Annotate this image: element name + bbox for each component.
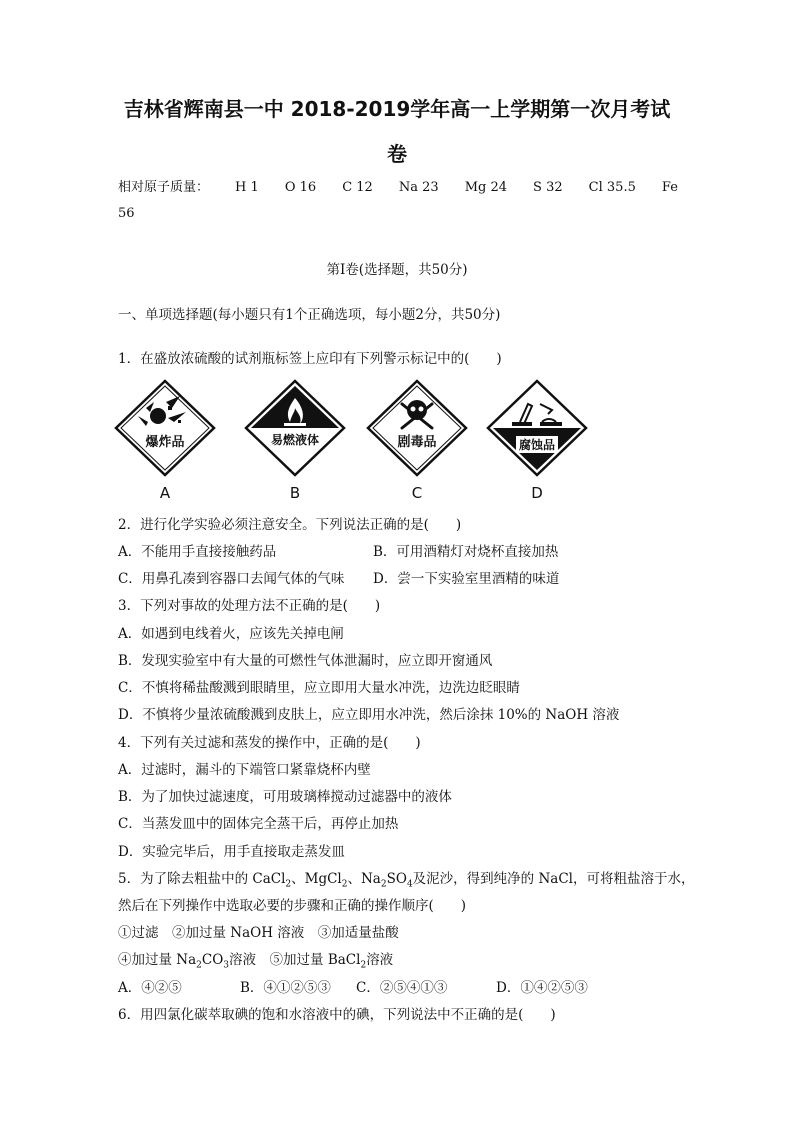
mass-mg: Mg 24 <box>464 180 508 195</box>
sign-b-label: B <box>289 484 301 502</box>
warning-signs <box>110 378 600 508</box>
sign-d-text-layer <box>482 378 592 478</box>
q5-operations-2 <box>118 951 393 975</box>
q4-option-a: A．过滤时，漏斗的下端管口紧靠烧杯内壁 <box>118 762 371 778</box>
explosive-sign-icon <box>110 378 220 478</box>
q5-op-part: CO <box>201 952 224 968</box>
q5-subscript: 2 <box>196 960 202 971</box>
section-title: 第Ⅰ卷(选择题，共50分) <box>326 262 468 278</box>
q5-op-part: 溶液 ⑤加过量 BaCl <box>229 952 361 968</box>
q3-option-a: A．如遇到电线着火，应该先关掉电闸 <box>118 626 344 642</box>
q2-option-c: C．用鼻孔凑到容器口去闻气体的气味 <box>118 571 345 587</box>
q5-stem-part: SO <box>386 871 407 887</box>
q5-stem-part: 5．为了除去粗盐中的 CaCl <box>118 871 286 887</box>
mass-fe-value: 56 <box>118 206 135 221</box>
question-2-options-ab <box>118 543 559 561</box>
mass-s: S 32 <box>533 180 563 195</box>
q4-option-b: B．为了加快过滤速度，可用玻璃棒搅动过滤器中的液体 <box>118 789 452 805</box>
mass-na: Na 23 <box>398 180 439 195</box>
sign-d-label: D <box>531 484 543 502</box>
q5-subscript: 2 <box>380 879 387 890</box>
q5-subscript: 2 <box>341 879 348 890</box>
sign-option-b <box>240 378 350 508</box>
sign-c-text-layer <box>362 378 472 478</box>
sign-c-text: 剧毒品 <box>397 435 437 450</box>
atomic-masses <box>118 179 678 223</box>
question-4-stem: 4．下列有关过滤和蒸发的操作中，正确的是( ) <box>118 735 421 751</box>
masses-label: 相对原子质量： <box>118 180 210 195</box>
sign-option-c <box>362 378 472 508</box>
exam-title: 吉林省辉南县一中 2018-2019学年高一上学期第一次月考试 <box>123 97 671 121</box>
sign-d-text: 腐蚀品 <box>518 438 556 452</box>
question-2-options-cd <box>118 570 560 588</box>
q5-stem-part: 、MgCl <box>291 871 342 887</box>
q5-option-d: D．①④②⑤③ <box>496 980 588 996</box>
q4-option-d: D．实验完毕后，用手直接取走蒸发皿 <box>118 844 345 860</box>
q2-option-b: B．可用酒精灯对烧杯直接加热 <box>373 544 559 560</box>
sign-option-a <box>110 378 220 508</box>
q2-option-a: A．不能用手直接接触药品 <box>118 544 277 560</box>
q5-operations-1: ①过滤 ②加过量 NaOH 溶液 ③加适量盐酸 <box>118 925 399 941</box>
q5-option-c: C．②⑤④①③ <box>356 980 448 996</box>
question-2-stem: 2．进行化学实验必须注意安全。下列说法正确的是( ) <box>118 517 462 533</box>
question-5-stem-continued: 然后在下列操作中选取必要的步骤和正确的操作顺序( ) <box>118 898 467 914</box>
question-6-stem: 6．用四氯化碳萃取碘的饱和水溶液中的碘，下列说法中不正确的是( ) <box>118 1007 556 1023</box>
mass-o: O 16 <box>284 180 317 195</box>
q5-subscript: 2 <box>360 960 367 971</box>
q5-option-b: B．④①②⑤③ <box>240 980 331 996</box>
sign-a-text: 爆炸品 <box>145 435 185 450</box>
q5-subscript: 2 <box>285 879 292 890</box>
sign-a-label: A <box>159 484 171 502</box>
part-heading: 一、单项选择题(每小题只有1个正确选项，每小题2分，共50分) <box>118 307 501 323</box>
sign-b-text: 易燃液体 <box>270 433 320 447</box>
mass-fe: Fe <box>661 180 678 195</box>
q3-option-c: C．不慎将稀盐酸溅到眼睛里，应立即用大量水冲洗，边洗边眨眼睛 <box>118 680 520 696</box>
q3-option-b: B．发现实验室中有大量的可燃性气体泄漏时，应立即开窗通风 <box>118 653 493 669</box>
question-3-stem: 3．下列对事故的处理方法不正确的是( ) <box>118 598 381 614</box>
question-5-stem <box>118 870 694 894</box>
exam-title-continued: 卷 <box>387 142 407 166</box>
mass-h: H 1 <box>235 180 259 195</box>
q4-option-c: C．当蒸发皿中的固体完全蒸干后，再停止加热 <box>118 816 399 832</box>
q5-stem-part: 、Na <box>347 871 381 887</box>
q5-subscript: 4 <box>406 879 413 890</box>
sign-b-text-layer <box>240 378 350 478</box>
sign-c-label: C <box>411 484 423 502</box>
question-1-stem: 1．在盛放浓硫酸的试剂瓶标签上应印有下列警示标记中的( ) <box>118 351 502 367</box>
q3-option-d: D．不慎将少量浓硫酸溅到皮肤上，应立即用水冲洗，然后涂抹 10%的 NaOH 溶液 <box>118 707 620 723</box>
q5-op-part: 溶液 <box>366 952 394 968</box>
mass-c: C 12 <box>342 180 373 195</box>
q5-stem-part: 及泥沙，得到纯净的 NaCl，可将粗盐溶于水， <box>412 871 695 887</box>
mass-cl: Cl 35.5 <box>588 180 636 195</box>
q2-option-d: D．尝一下实验室里酒精的味道 <box>373 571 560 587</box>
q5-subscript: 3 <box>223 960 230 971</box>
sign-option-d <box>482 378 592 508</box>
q5-options <box>118 979 598 997</box>
q5-op-part: ④加过量 Na <box>118 952 197 968</box>
q5-option-a: A．④②⑤ <box>118 980 182 996</box>
